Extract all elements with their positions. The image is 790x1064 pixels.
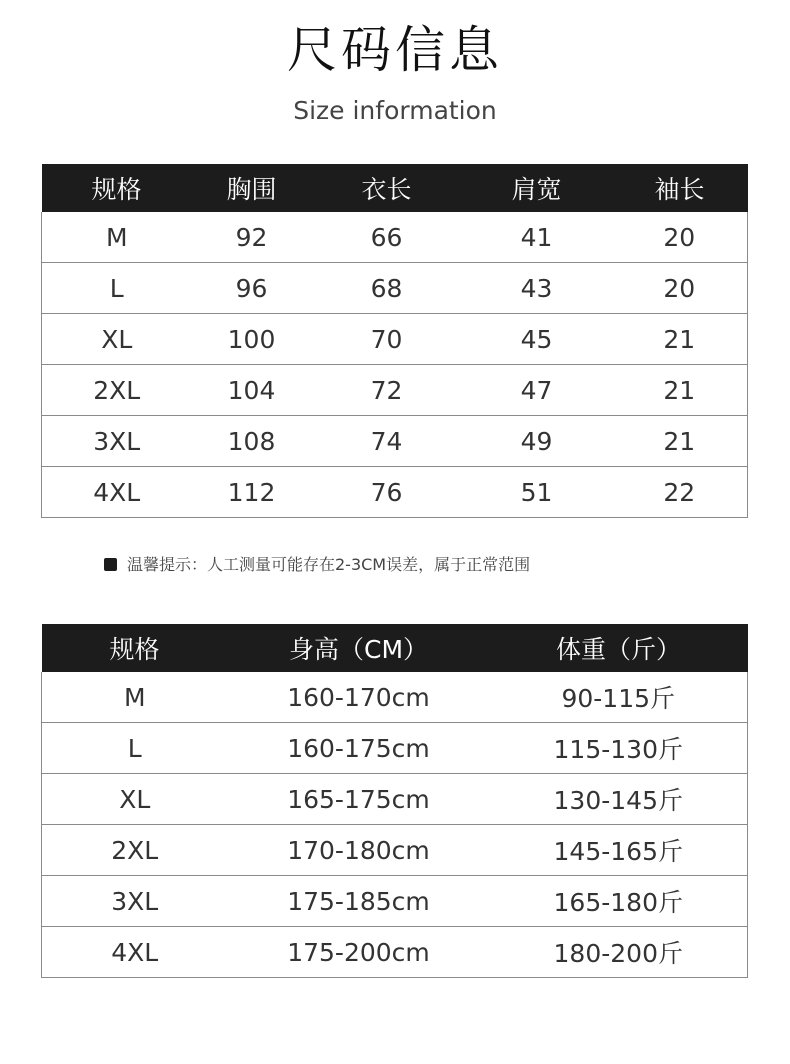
table-cell: 165-175cm <box>228 774 490 825</box>
size-measurement-table <box>41 164 748 518</box>
table-cell: 49 <box>462 416 612 467</box>
table-cell: 76 <box>312 467 462 518</box>
table-cell: 43 <box>462 263 612 314</box>
column-header-chest: 胸围 <box>226 175 277 204</box>
table-row <box>42 314 748 365</box>
table-row <box>42 825 748 876</box>
table-header-row <box>42 624 748 672</box>
table-cell: 2XL <box>42 365 192 416</box>
table-cell: 41 <box>462 212 612 263</box>
table-cell: 145-165斤 <box>490 825 748 876</box>
table-cell: 112 <box>192 467 312 518</box>
table-cell: 70 <box>312 314 462 365</box>
table-cell: 4XL <box>42 467 192 518</box>
table-cell: 104 <box>192 365 312 416</box>
table-cell: 3XL <box>42 416 192 467</box>
table-cell: 92 <box>192 212 312 263</box>
table-cell: 115-130斤 <box>490 723 748 774</box>
table-cell: 21 <box>612 416 748 467</box>
table-cell: 90-115斤 <box>490 672 748 723</box>
table-cell: 165-180斤 <box>490 876 748 927</box>
table-cell: 130-145斤 <box>490 774 748 825</box>
table-cell: XL <box>42 314 192 365</box>
column-header-sleeve: 袖长 <box>654 175 705 204</box>
table-cell: 100 <box>192 314 312 365</box>
table-cell: 175-185cm <box>228 876 490 927</box>
table-cell: 74 <box>312 416 462 467</box>
table-row <box>42 212 748 263</box>
table-cell: 3XL <box>42 876 228 927</box>
column-header-shoulder: 肩宽 <box>511 175 562 204</box>
table-cell: 20 <box>612 212 748 263</box>
table-cell: 45 <box>462 314 612 365</box>
table-header-row <box>42 164 748 212</box>
table-cell: 20 <box>612 263 748 314</box>
table-cell: 175-200cm <box>228 927 490 978</box>
table-cell: 108 <box>192 416 312 467</box>
table-cell: 4XL <box>42 927 228 978</box>
column-header-weight: 体重（斤） <box>555 635 681 664</box>
table-cell: M <box>42 212 192 263</box>
table-row <box>42 723 748 774</box>
table-cell: 51 <box>462 467 612 518</box>
table-row <box>42 365 748 416</box>
table-cell: 170-180cm <box>228 825 490 876</box>
table-row <box>42 927 748 978</box>
table-cell: XL <box>42 774 228 825</box>
table-cell: 21 <box>612 314 748 365</box>
table-cell: 180-200斤 <box>490 927 748 978</box>
note-text: 温馨提示：人工测量可能存在2-3CM误差，属于正常范围 <box>127 555 531 574</box>
table-cell: 47 <box>462 365 612 416</box>
table-row <box>42 416 748 467</box>
measurement-note <box>104 553 530 577</box>
table-cell: 160-175cm <box>228 723 490 774</box>
column-header-height: 身高（CM） <box>288 635 429 664</box>
square-bullet-icon <box>104 558 117 571</box>
table-cell: L <box>42 723 228 774</box>
table-row <box>42 263 748 314</box>
table-cell: 66 <box>312 212 462 263</box>
page-subtitle: Size information <box>293 96 497 125</box>
page-title: 尺码信息 <box>287 21 503 79</box>
table-row <box>42 876 748 927</box>
table-cell: 72 <box>312 365 462 416</box>
table-cell: 2XL <box>42 825 228 876</box>
table-row <box>42 672 748 723</box>
column-header-size: 规格 <box>109 635 160 664</box>
table-row <box>42 774 748 825</box>
table-row <box>42 467 748 518</box>
table-cell: M <box>42 672 228 723</box>
table-cell: 160-170cm <box>228 672 490 723</box>
table-cell: 21 <box>612 365 748 416</box>
column-header-length: 衣长 <box>361 175 412 204</box>
fit-recommendation-table <box>41 624 748 978</box>
column-header-size: 规格 <box>91 175 142 204</box>
table-cell: L <box>42 263 192 314</box>
table-cell: 96 <box>192 263 312 314</box>
table-cell: 22 <box>612 467 748 518</box>
table-cell: 68 <box>312 263 462 314</box>
